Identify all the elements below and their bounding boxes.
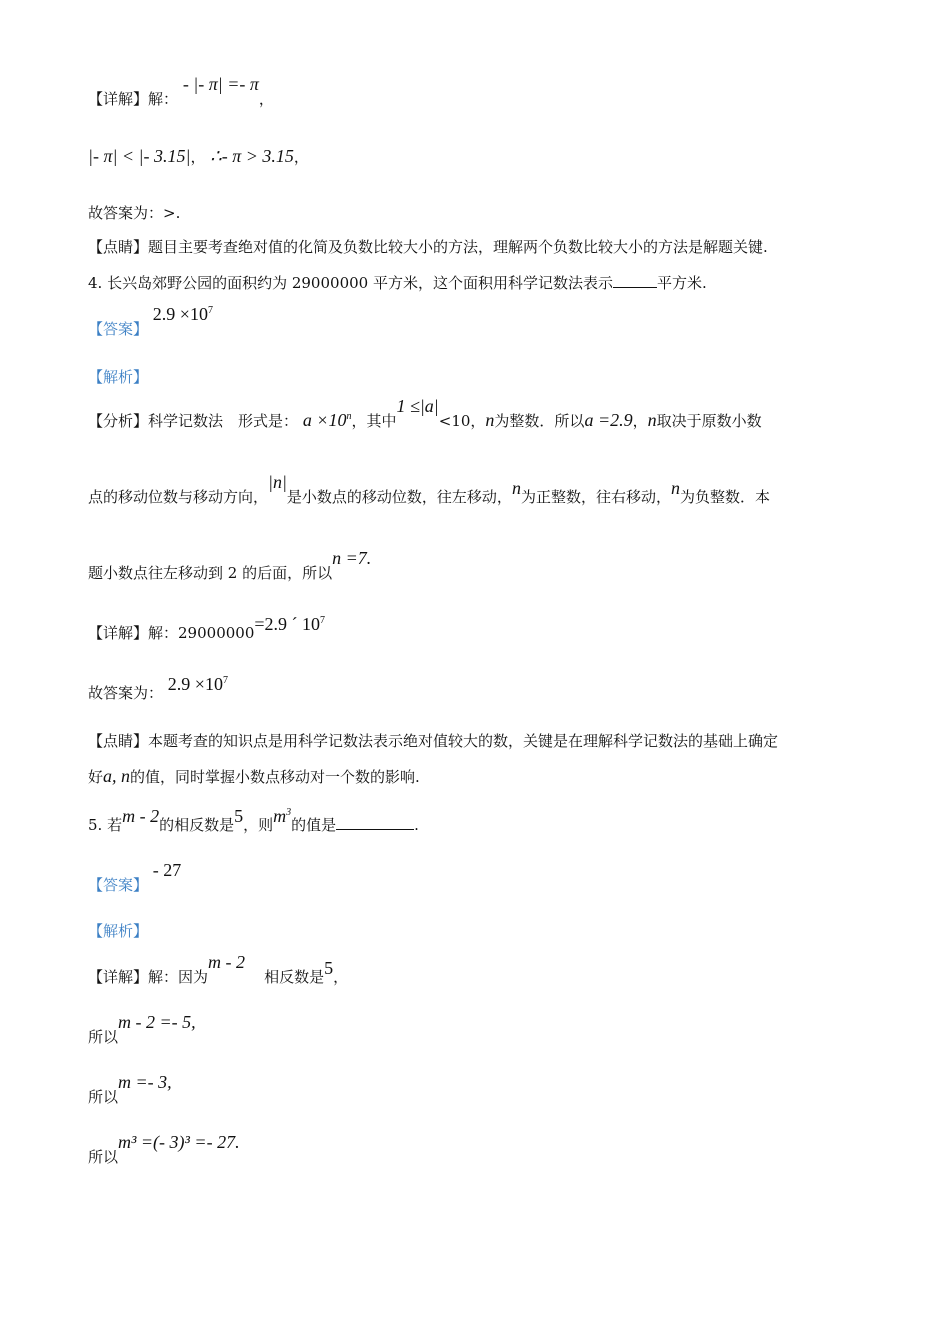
q4-answer-summary — [88, 674, 862, 703]
sci-form-exp: n — [346, 411, 352, 422]
analyze-text: ， — [632, 412, 648, 430]
detail-text: 解：因为 — [148, 968, 209, 986]
q4-analyze-line1 — [88, 396, 862, 431]
q5-step3 — [88, 1132, 862, 1167]
q4-question-prefix: 4. 长兴岛郊野公园的面积约为 29000000 平方米，这个面积用科学记数法表示 — [88, 274, 613, 292]
q5-question — [88, 806, 862, 835]
detail-tag: 【详解】 — [88, 90, 149, 108]
step-math: m³ =(- 3)³ =- 27. — [118, 1132, 240, 1152]
n-result: n =7. — [332, 548, 372, 568]
s3-detail-line — [88, 74, 862, 109]
q4-detail-line — [88, 614, 862, 643]
q5-opposite-value: 5 — [234, 806, 244, 826]
step-label: 所以 — [88, 1148, 119, 1166]
abs-n: |n| — [268, 472, 287, 492]
range-math: 1 ≤|a| — [396, 396, 439, 416]
analyze-tag: 【分析】 — [88, 412, 149, 430]
n-var: n — [511, 478, 521, 498]
step-math: m - 2 =- 5, — [118, 1012, 196, 1032]
answer-summary-text: 故答案为： — [88, 684, 164, 702]
q5-detail-line — [88, 952, 862, 987]
q4-comment-line2 — [88, 766, 862, 787]
detail-math — [254, 614, 325, 634]
analyze-text: 科学记数法 形式是： — [148, 412, 299, 430]
sci-notation-form — [303, 410, 352, 430]
q4-analysis-tag: 【解析】 — [88, 368, 149, 386]
detail-end: ， — [258, 90, 274, 108]
comment-text: 好 — [88, 768, 104, 786]
analyze-text: 题小数点往左移动到 2 的后面，所以 — [88, 564, 333, 582]
analyze-text: ，其中 — [351, 412, 397, 430]
answer-exp: 7 — [207, 305, 213, 316]
q5-cube — [273, 806, 291, 826]
detail-text: 解：29000000 — [148, 624, 255, 642]
answer-base: 2.9 ×10 — [152, 304, 208, 324]
compare-math: |- π| < |- 3.15| — [88, 146, 191, 166]
q5-answer-blank — [336, 817, 414, 830]
q4-comment-line1 — [88, 730, 862, 751]
q4-analyze-line2 — [88, 472, 862, 507]
q4-question-suffix: 平方米. — [656, 274, 707, 292]
detail-value: 5 — [324, 958, 334, 978]
answer-summary-base: 2.9 ×10 — [167, 674, 223, 694]
n-var: n — [647, 410, 657, 430]
step-math: m =- 3, — [118, 1072, 172, 1092]
detail-text: 解： — [148, 90, 179, 108]
s3-comment-line — [88, 236, 862, 257]
detail-expr: m - 2 — [208, 952, 246, 972]
step-label: 所以 — [88, 1028, 119, 1046]
detail-tag: 【详解】 — [88, 968, 149, 986]
n-var: n — [670, 478, 680, 498]
analyze-text: 为整数．所以 — [494, 412, 585, 430]
detail-math-exp: 7 — [320, 615, 326, 626]
step-label: 所以 — [88, 1088, 119, 1106]
analyze-text: 是小数点的移动位数，往左移动， — [286, 488, 512, 506]
detail-math-base: =2.9 ´ 10 — [254, 614, 321, 634]
answer-summary-math — [168, 674, 228, 694]
q5-expr: m - 2 — [122, 806, 160, 826]
sci-form-base: a ×10 — [302, 410, 347, 430]
answer-math — [153, 304, 213, 324]
q5-question-text: 5. 若 — [88, 816, 123, 834]
q5-analysis-tag: 【解析】 — [88, 922, 149, 940]
q5-question-text: ，则 — [243, 816, 274, 834]
q5-cube-exp: 3 — [286, 807, 292, 818]
detail-text: 相反数是 — [264, 968, 325, 986]
comment-text: 本题考查的知识点是用科学记数法表示绝对值较大的数，关键是在理解科学记数法的基础上确定 — [148, 732, 779, 750]
q5-step2 — [88, 1072, 862, 1107]
therefore-math: ∴- π > 3.15 — [210, 146, 294, 166]
answer-tag: 【答案】 — [88, 320, 149, 338]
s3-compare-line — [88, 146, 862, 167]
a-n-vars: a, n — [103, 766, 131, 786]
answer-tag: 【答案】 — [88, 876, 149, 894]
s3-answer-line: 故答案为：>. — [88, 204, 181, 222]
answer-summary-exp: 7 — [222, 675, 228, 686]
analyze-text: 点的移动位数与移动方向， — [88, 488, 269, 506]
analyze-text: 为负整数．本 — [679, 488, 770, 506]
compare-mid: ， — [190, 148, 206, 166]
comment-text: 题目主要考查绝对值的化简及负数比较大小的方法，理解两个负数比较大小的方法是解题关键. — [148, 238, 768, 256]
detail-math: - |- π| =- π — [182, 74, 259, 94]
detail-tag: 【详解】 — [88, 624, 149, 642]
comment-tag: 【点睛】 — [88, 732, 149, 750]
q4-analyze-line3 — [88, 548, 862, 583]
q5-cube-base: m — [273, 806, 287, 826]
analyze-text: <10， — [438, 412, 486, 430]
q4-question — [88, 272, 862, 293]
comment-tag: 【点睛】 — [88, 238, 149, 256]
detail-text: ， — [333, 968, 349, 986]
analyze-text: 取决于原数小数 — [656, 412, 762, 430]
analyze-text: 为正整数，往右移动， — [520, 488, 671, 506]
answer-math: - 27 — [152, 860, 182, 880]
q5-step1 — [88, 1012, 862, 1047]
q5-question-end: . — [414, 816, 419, 834]
n-var: n — [485, 410, 495, 430]
q5-question-text: 的值是 — [291, 816, 337, 834]
q4-answer-blank — [613, 275, 657, 288]
compare-end: ， — [293, 148, 309, 166]
comment-text: 的值，同时掌握小数点移动对一个数的影响. — [130, 768, 420, 786]
a-value: a =2.9 — [584, 410, 633, 430]
q5-answer-line — [88, 860, 862, 895]
q5-question-text: 的相反数是 — [159, 816, 235, 834]
